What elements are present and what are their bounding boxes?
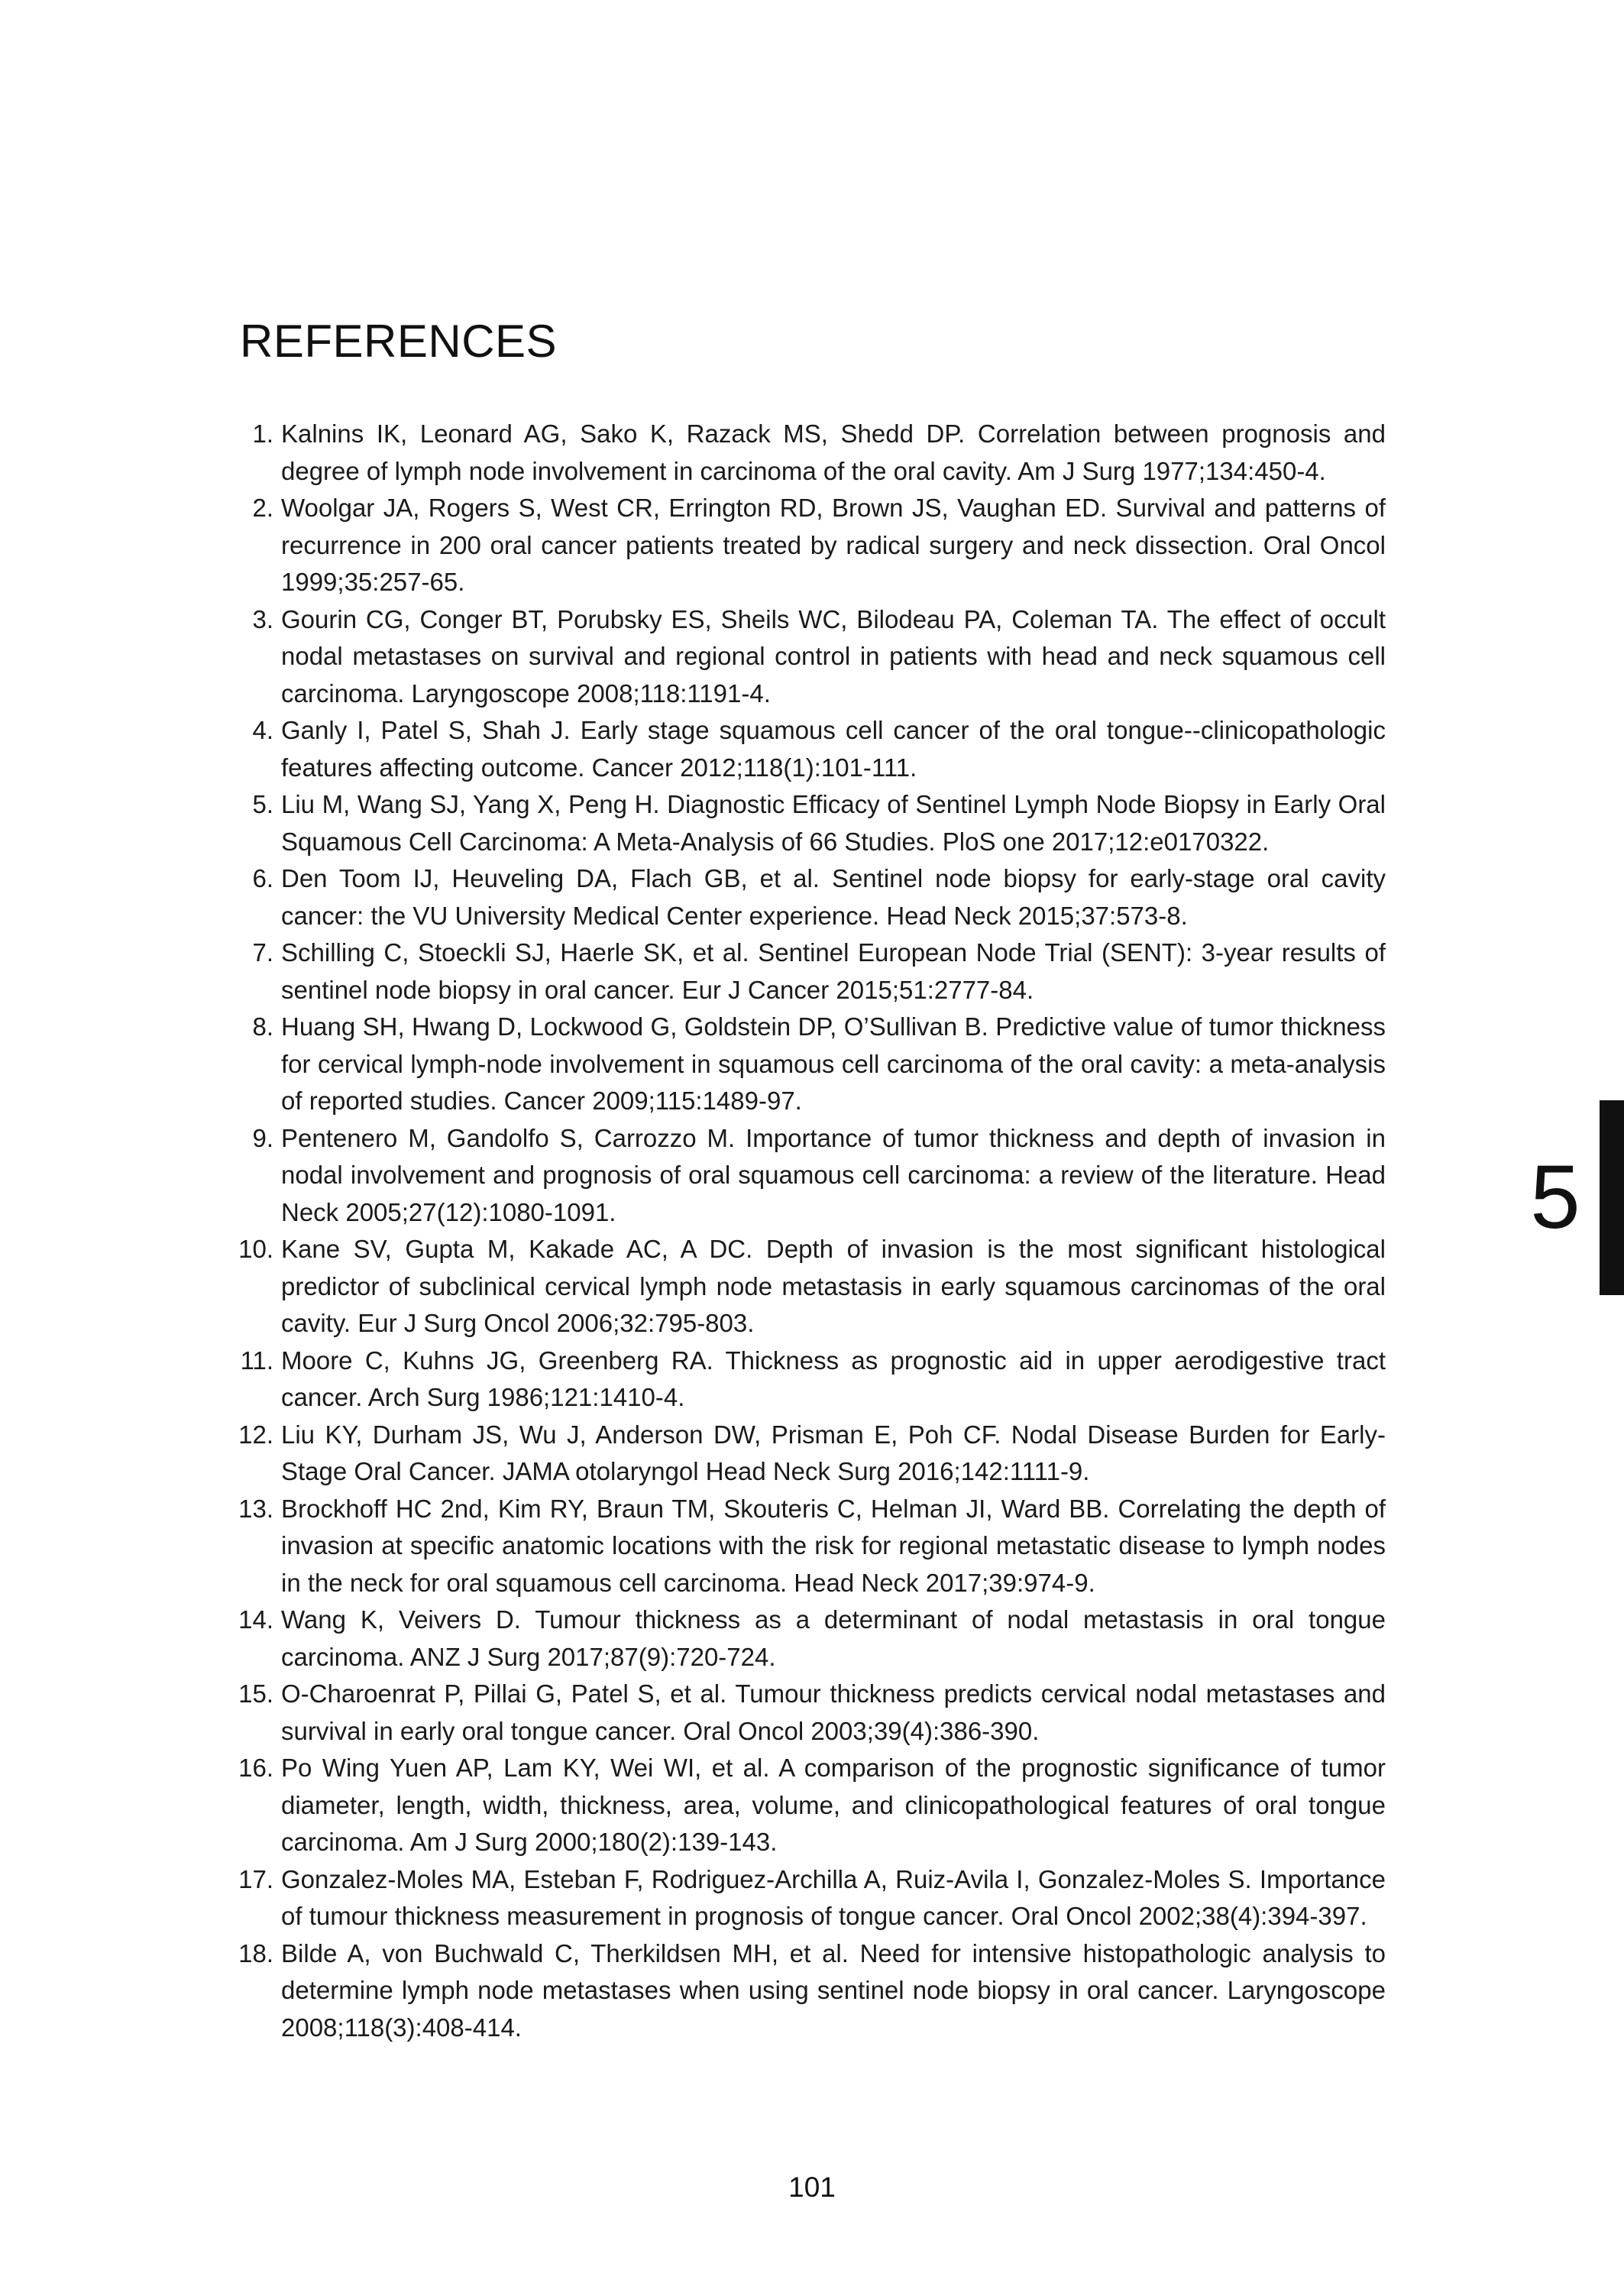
reference-number: 9. [252,1123,273,1152]
reference-text: Woolgar JA, Rogers S, West CR, Errington RD, Brown JS, Vaughan ED. Survival and patterns of recurrence in 200 oral cancer patients treated by radical surgery and neck dissection. Oral Oncol 1999;35:257-65. [281,494,1386,596]
reference-number: 17. [238,1864,273,1893]
reference-text: Ganly I, Patel S, Shah J. Early stage squamous cell cancer of the oral tongue--clinicopathologic features affecting outcome. Cancer 2012;118(1):101-111. [281,716,1386,782]
chapter-tab-marker [1600,1100,1624,1295]
reference-text: Huang SH, Hwang D, Lockwood G, Goldstein DP, O’Sullivan B. Predictive value of tumor thickness for cervical lymph-node involvement in squamous cell carcinoma of the oral cavity: a meta-analysis of reported studies. Cancer 2009;115:1489-97. [281,1012,1386,1115]
reference-text: Moore C, Kuhns JG, Greenberg RA. Thickness as prognostic aid in upper aerodigestive tract cancer. Arch Surg 1986;121:1410-4. [281,1346,1386,1411]
reference-text: Liu M, Wang SJ, Yang X, Peng H. Diagnostic Efficacy of Sentinel Lymph Node Biopsy in Early Oral Squamous Cell Carcinoma: A Meta-Analysis of 66 Studies. PloS one 2017;12:e0170322. [281,790,1386,856]
reference-number: 15. [238,1679,273,1708]
reference-number: 8. [252,1012,273,1041]
reference-text: Wang K, Veivers D. Tumour thickness as a determinant of nodal metastasis in oral tongue carcinoma. ANZ J Surg 2017;87(9):720-724. [281,1605,1386,1671]
reference-number: 7. [252,938,273,967]
chapter-number: 5 [1530,1147,1580,1248]
reference-number: 2. [252,494,273,522]
reference-item [240,490,1386,601]
reference-text: O-Charoenrat P, Pillai G, Patel S, et al. Tumour thickness predicts cervical nodal metastases and survival in early oral tongue cancer. Oral Oncol 2003;39(4):386-390. [281,1679,1386,1745]
page-title: REFERENCES [240,316,558,367]
reference-text: Kalnins IK, Leonard AG, Sako K, Razack MS, Shedd DP. Correlation between prognosis and degree of lymph node involvement in carcinoma of the oral cavity. Am J Surg 1977;134:450-4. [281,419,1386,485]
reference-text: Brockhoff HC 2nd, Kim RY, Braun TM, Skouteris C, Helman JI, Ward BB. Correlating the depth of invasion at specific anatomic locations with the risk for regional metastatic disease to lymph nodes in the neck for oral squamous cell carcinoma. Head Neck 2017;39:974-9. [281,1494,1386,1597]
reference-item [240,1602,1386,1676]
reference-text: Den Toom IJ, Heuveling DA, Flach GB, et al. Sentinel node biopsy for early-stage oral cavity cancer: the VU University Medical Center experience. Head Neck 2015;37:573-8. [281,864,1386,930]
page-number: 101 [788,2172,836,2203]
reference-number: 18. [238,1938,273,1968]
reference-number: 6. [252,864,273,892]
reference-number: 1. [252,419,273,448]
reference-number: 16. [238,1754,273,1782]
reference-text: Pentenero M, Gandolfo S, Carrozzo M. Importance of tumor thickness and depth of invasion in nodal involvement and prognosis of oral squamous cell carcinoma: a review of the literature. Head Neck 2005;27(12):1080-1091. [281,1123,1386,1226]
reference-number: 14. [238,1605,273,1634]
reference-number: 4. [252,716,273,744]
reference-item [240,1491,1386,1602]
reference-number: 11. [240,1346,273,1375]
reference-item [240,1676,1386,1750]
reference-number: 10. [238,1235,273,1263]
reference-item [240,416,1386,490]
reference-number: 13. [238,1494,273,1523]
reference-item [240,1417,1386,1491]
reference-text: Liu KY, Durham JS, Wu J, Anderson DW, Prisman E, Poh CF. Nodal Disease Burden for Early-Stage Oral Cancer. JAMA otolaryngol Head Neck Surg 2016;142:1111-9. [281,1420,1386,1485]
reference-item [240,712,1386,786]
reference-item [240,1342,1386,1417]
reference-text: Schilling C, Stoeckli SJ, Haerle SK, et al. Sentinel European Node Trial (SENT): 3-year results of sentinel node biopsy in oral cancer. Eur J Cancer 2015;51:2777-84. [281,938,1386,1004]
reference-item [240,601,1386,713]
reference-text: Gonzalez-Moles MA, Esteban F, Rodriguez-Archilla A, Ruiz-Avila I, Gonzalez-Moles S. Importance of tumour thickness measurement in prognosis of tongue cancer. Oral Oncol 2002;38(4):394-397. [281,1864,1386,1930]
reference-item [240,1861,1386,1935]
reference-number: 12. [238,1420,273,1449]
reference-item [240,860,1386,934]
reference-item [240,786,1386,860]
reference-item [240,1750,1386,1861]
reference-item [240,1231,1386,1342]
reference-text: Po Wing Yuen AP, Lam KY, Wei WI, et al. A comparison of the prognostic significance of tumor diameter, length, width, thickness, area, volume, and clinicopathological features of oral tongue carcinoma. Am J Surg 2000;180(2):139-143. [281,1754,1386,1856]
reference-item [240,934,1386,1009]
reference-item [240,1935,1386,2047]
reference-number: 5. [252,790,273,818]
reference-item [240,1120,1386,1232]
reference-item [240,1009,1386,1120]
reference-text: Kane SV, Gupta M, Kakade AC, A DC. Depth of invasion is the most significant histological predictor of subclinical cervical lymph node metastasis in early squamous carcinomas of the oral cavity. Eur J Surg Oncol 2006;32:795-803. [281,1235,1386,1337]
reference-list [240,416,1386,2046]
reference-number: 3. [252,604,273,633]
reference-text: Bilde A, von Buchwald C, Therkildsen MH, et al. Need for intensive histopathologic analysis to determine lymph node metastases when using sentinel node biopsy in oral cancer. Laryngoscope 2008;118(3):408-414. [281,1938,1386,2042]
reference-text: Gourin CG, Conger BT, Porubsky ES, Sheils WC, Bilodeau PA, Coleman TA. The effect of occult nodal metastases on survival and regional control in patients with head and neck squamous cell carcinoma. Laryngoscope 2008;118:1191-4. [281,604,1386,708]
